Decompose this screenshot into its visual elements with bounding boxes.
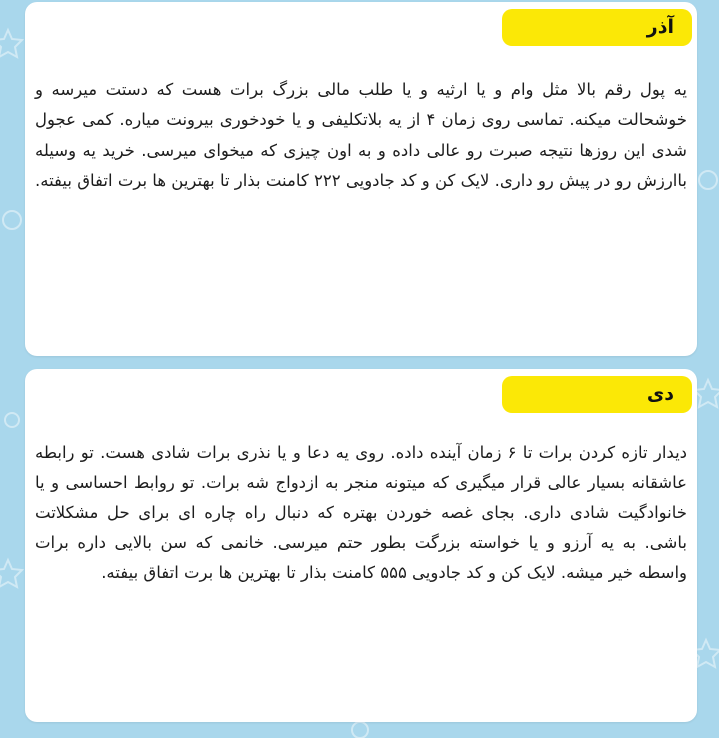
star-icon xyxy=(0,560,22,587)
circle-ornament xyxy=(699,171,717,189)
section-title: دی xyxy=(646,383,674,405)
section-title: آذر xyxy=(646,16,674,38)
circle-ornament xyxy=(352,722,368,738)
section-title-tag xyxy=(502,376,692,413)
section-card-azar xyxy=(25,2,697,356)
star-icon xyxy=(0,30,22,57)
section-card-dey xyxy=(25,369,697,722)
circle-ornament xyxy=(3,211,21,229)
section-title-tag xyxy=(502,9,692,46)
star-icon xyxy=(694,380,719,407)
circle-ornament xyxy=(5,413,19,427)
section-body-text: یه پول رقم بالا مثل وام و یا ارثیه و یا طلب مالی بزرگ برات هست که دستت میرسه و خوشحالت میکنه. تماسی روی زمان ۴ از یه بلاتکلیفی و یا خودخوری بیرونت میاره. کمی عجول شدی این روزها نتیجه صبرت رو عالی داده و به اون چیزی که میخوای میرسی. خرید یه وسیله باارزش رو در پیش رو داری. لایک کن و کد جادویی ۲۲۲ کامنت بذار تا بهترین ها برت اتفاق بیفته. xyxy=(34,79,687,190)
section-body-text: دیدار تازه کردن برات تا ۶ زمان آینده داده. روی یه دعا و یا نذری برات شادی هست. تو رابطه عاشقانه بسیار عالی قرار میگیری که میتونه منجر به ازدواج شه برات. تو روابط احساسی و یا خانوادگیت شادی داری. بجای غصه خوردن بهتره که دنبال راه چاره ای برای حل مشکلاتت باشی. به یه آرزو و یا خواسته بزرگت بطور حتم میرسی. خانمی که سن بالایی داره برات واسطه خیر میشه. لایک کن و کد جادویی ۵۵۵ کامنت بذار تا بهترین ها برت اتفاق بیفته. xyxy=(35,442,688,582)
